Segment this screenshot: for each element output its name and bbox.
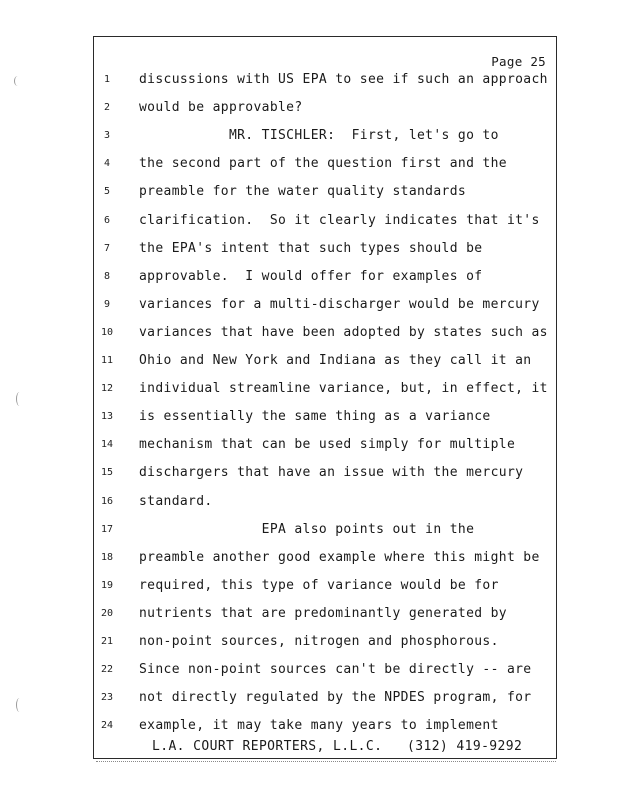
transcript-line [94,100,556,120]
line-text: nutrients that are predominantly generated by [139,605,507,621]
line-text: not directly regulated by the NPDES program, for [139,690,532,706]
line-number: 13 [100,411,114,423]
transcript-line [94,718,556,738]
transcript-line [94,662,556,682]
line-text: clarification. So it clearly indicates that it's [139,212,540,228]
line-number: 5 [103,186,111,198]
line-number: 4 [103,158,111,170]
transcript-line [94,269,556,289]
line-number: 23 [100,692,114,704]
line-text: non-point sources, nitrogen and phosphorous. [139,634,499,649]
line-text: variances that have been adopted by states such as [139,324,548,340]
line-text: preamble another good example where this might be [139,549,540,565]
line-text: MR. TISCHLER: First, let's go to [139,128,499,144]
page-number: Page 25 [491,54,546,69]
line-text: the EPA's intent that such types should be [139,240,483,256]
transcript-line [94,381,556,401]
line-number: 19 [100,579,114,591]
transcript-line [94,297,556,317]
line-number: 22 [100,664,114,676]
line-number: 21 [100,636,114,647]
line-number: 18 [100,551,114,563]
line-number: 12 [100,383,114,395]
transcript-line [94,325,556,345]
scan-mark [14,76,21,86]
line-number: 16 [100,495,114,507]
line-text: variances for a multi-discharger would be mercury [139,296,540,312]
transcript-line [94,72,556,92]
transcript-line [94,578,556,598]
line-text: required, this type of variance would be for [139,577,499,593]
transcript-line [94,213,556,233]
transcript-line [94,156,556,176]
court-reporter-footer: L.A. COURT REPORTERS, L.L.C. (312) 419-9292 [152,739,523,754]
transcript-line [94,241,556,261]
line-number: 24 [100,720,114,732]
page-edge [96,758,556,762]
transcript-line [94,465,556,485]
line-text: the second part of the question first and the [139,156,507,172]
transcript-line [94,409,556,429]
line-number: 20 [100,607,114,619]
line-number: 1 [103,74,111,85]
line-text: discussions with US EPA to see if such an approach [139,72,548,87]
line-number: 7 [103,242,111,254]
line-number: 3 [103,130,111,142]
scan-mark [16,698,23,712]
transcript-line [94,128,556,148]
line-number: 11 [100,355,114,366]
line-number: 6 [103,214,111,226]
line-number: 9 [103,298,111,310]
line-text: dischargers that have an issue with the mercury [139,465,524,481]
line-number: 2 [103,102,111,114]
line-text: is essentially the same thing as a variance [139,409,491,425]
line-text: mechanism that can be used simply for multiple [139,437,516,453]
line-number: 15 [100,467,114,479]
transcript-line [94,353,556,373]
line-number: 8 [103,270,111,282]
line-text: standard. [139,493,213,509]
transcript-line [94,184,556,204]
transcript-line [94,634,556,654]
line-text: Since non-point sources can't be directly -- are [139,662,532,678]
line-number: 17 [100,523,114,535]
line-number: 10 [100,326,114,338]
transcript-line [94,494,556,514]
transcript-page [93,36,557,759]
line-text: would be approvable? [139,100,303,116]
transcript-line [94,522,556,542]
line-text: example, it may take many years to implement [139,718,499,734]
transcript-line [94,690,556,710]
line-text: Ohio and New York and Indiana as they call it an [139,353,532,368]
line-text: approvable. I would offer for examples of [139,268,483,284]
scan-mark [16,392,23,406]
line-text: individual streamline variance, but, in effect, it [139,381,548,397]
line-text: preamble for the water quality standards [139,184,467,200]
transcript-line [94,606,556,626]
transcript-line [94,437,556,457]
transcript-line [94,550,556,570]
line-number: 14 [100,439,114,451]
line-text: EPA also points out in the [139,521,475,537]
